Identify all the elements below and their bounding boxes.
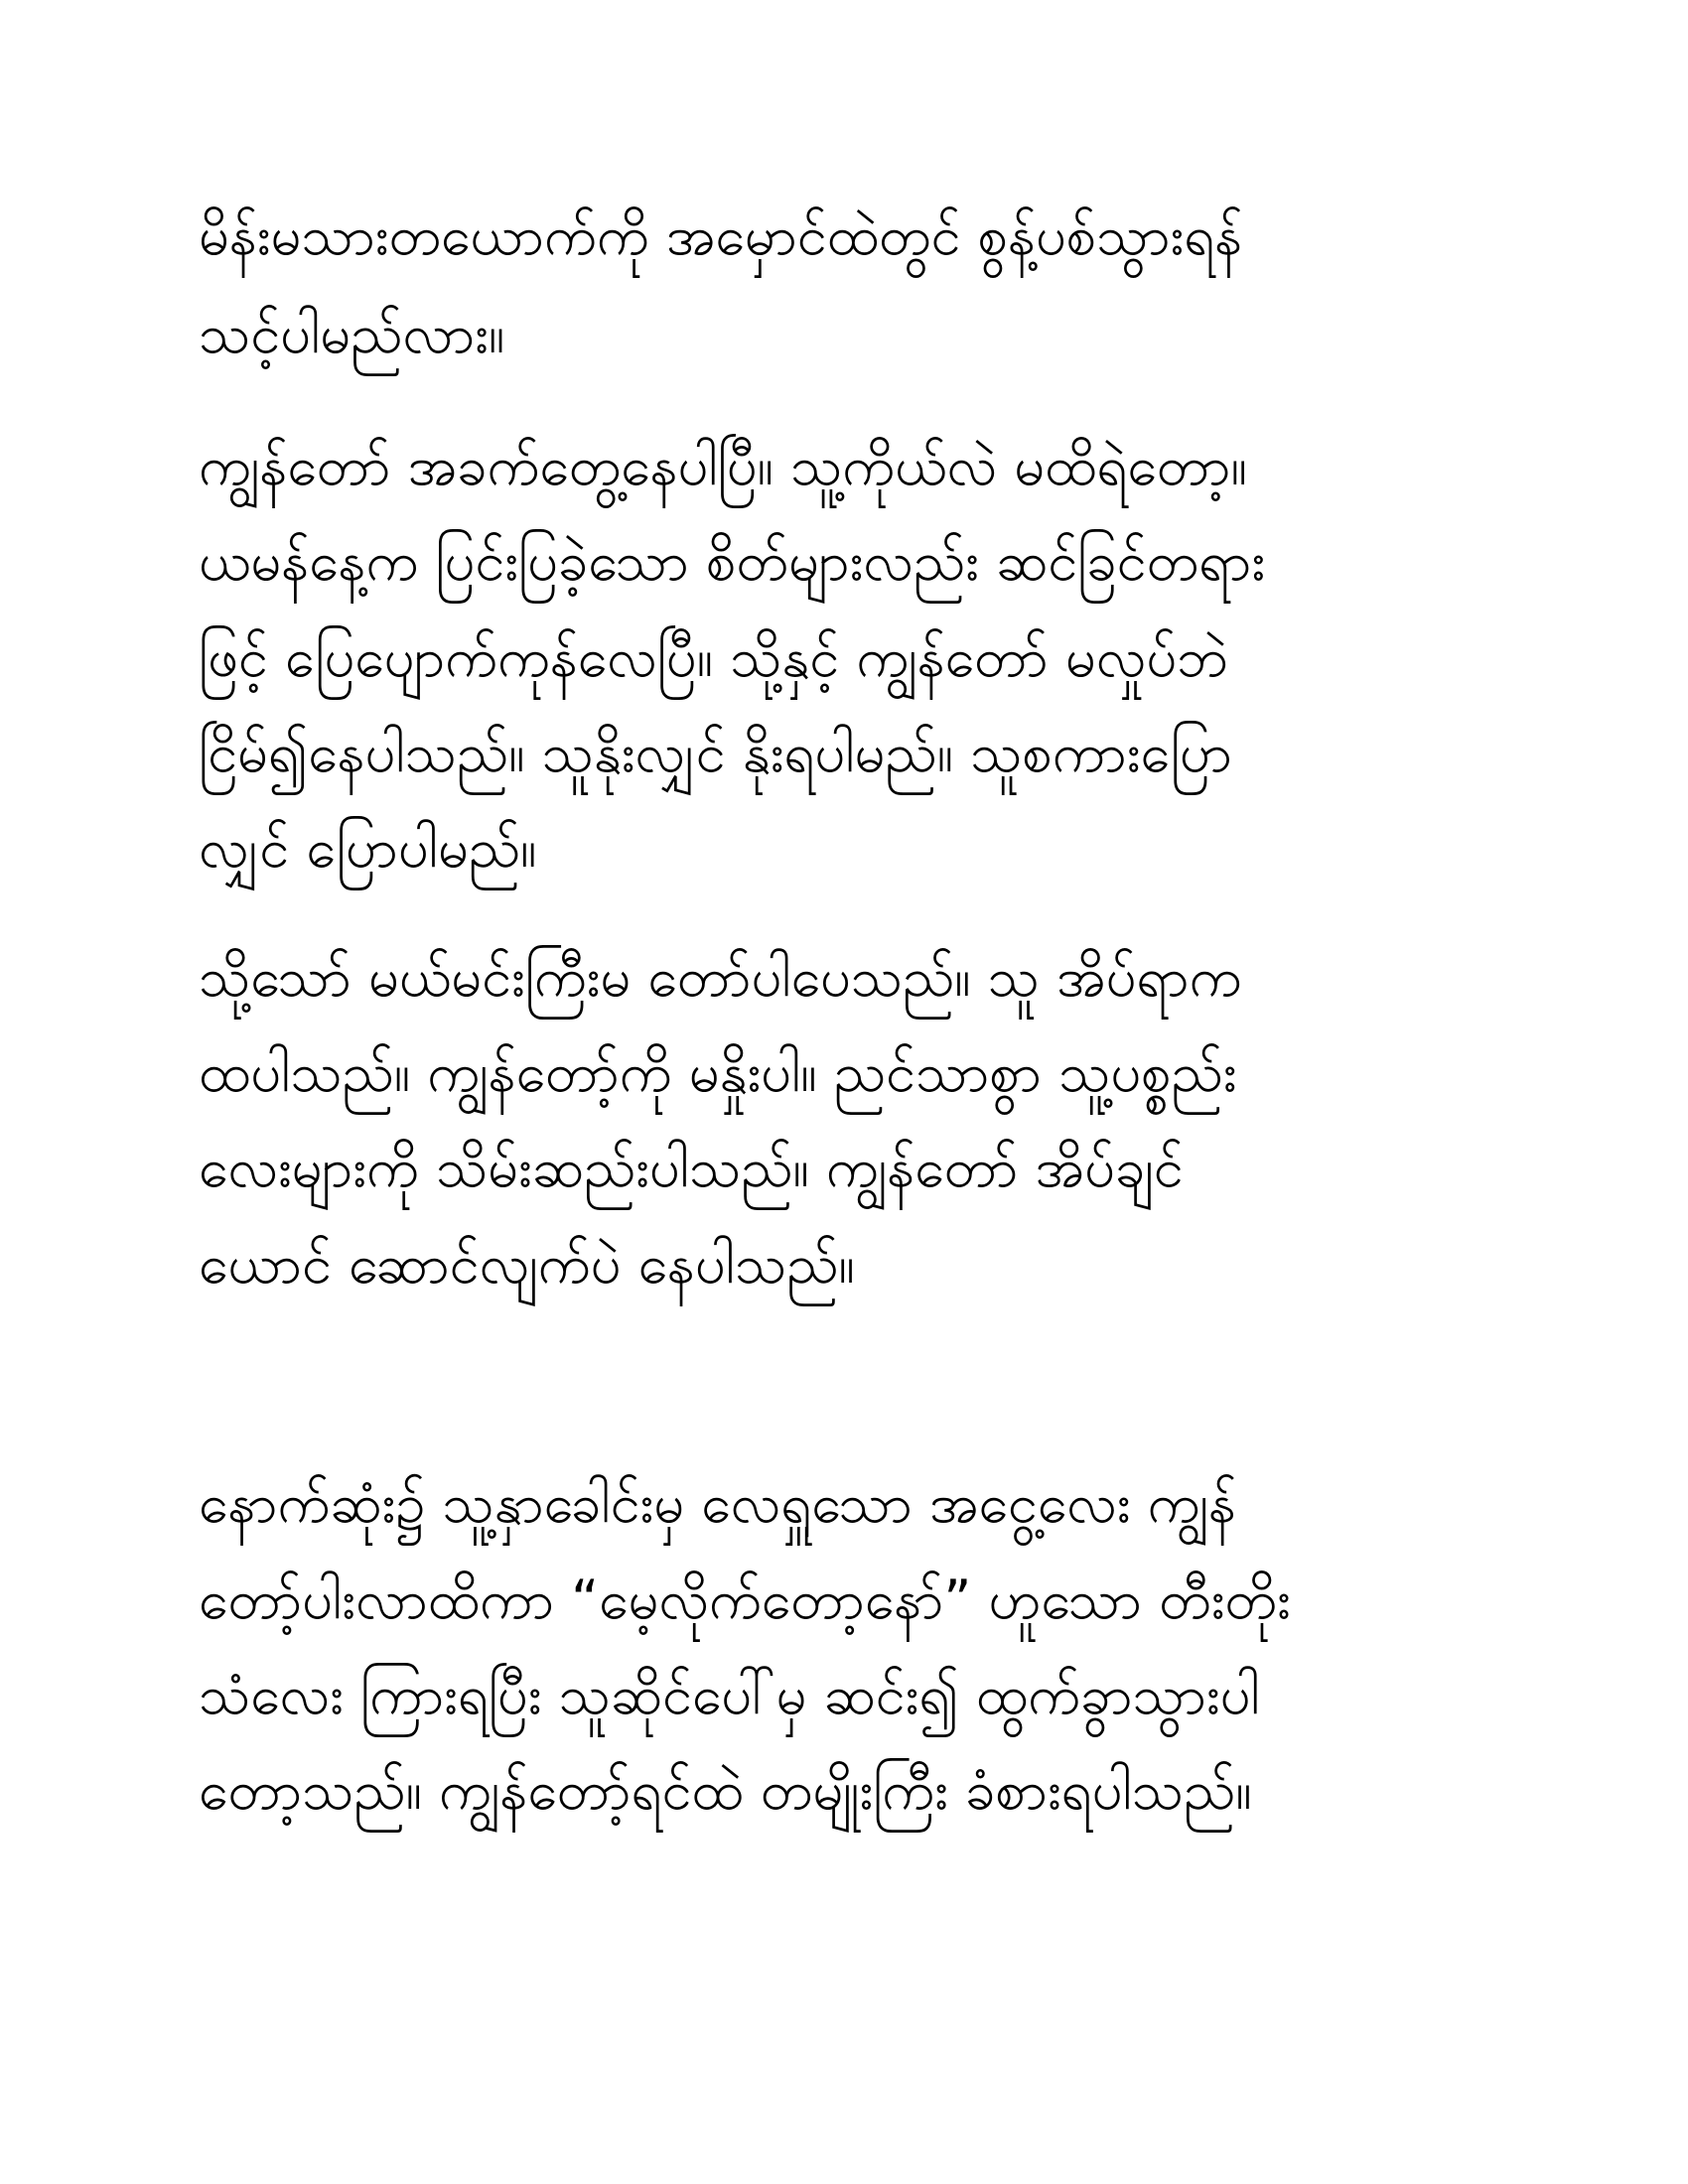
text-line: ဖြင့် ပြေပျောက်ကုန်လေပြီ။ သို့နှင့် ကျွန်တော် မလှုပ်ဘဲ <box>199 626 1229 689</box>
text-line: ငြိမ်၍နေပါသည်။ သူနိုးလျှင် နိုးရပါမည်။ သူစကားပြော <box>199 722 1232 784</box>
text-line: လေးများကို သိမ်းဆည်းပါသည်။ ကျွန်တော် အိပ်ချင် <box>199 1137 1184 1199</box>
text-line: ယမန်နေ့က ပြင်းပြခဲ့သော စိတ်များလည်း ဆင်ခြင်တရား <box>199 530 1266 593</box>
text-line: သို့သော် မယ်မင်းကြီးမ တော်ပါပေသည်။ သူ အိပ်ရာက <box>199 946 1242 1009</box>
text-line: လျှင် ပြောပါမည်။ <box>199 817 537 880</box>
text-line: ထပါသည်။ ကျွန်တော့်ကို မနှိုးပါ။ ညင်သာစွာ သူ့ပစ္စည်း <box>199 1041 1237 1104</box>
text-line: သင့်ပါမည်လား။ <box>199 303 505 365</box>
text-line: ယောင် ဆောင်လျက်ပဲ နေပါသည်။ <box>199 1233 855 1296</box>
text-line: တော့်ပါးလာထိကာ “မေ့လိုက်တော့နော်” ဟူသော တီးတိုး <box>199 1569 1291 1631</box>
text-line: ကျွန်တော် အခက်တွေ့နေပါပြီ။ သူ့ကိုယ်လဲ မထိရဲတော့။ <box>199 435 1247 497</box>
text-line: တော့သည်။ ကျွန်တော့်ရင်ထဲ တမျိုးကြီး ခံစားရပါသည်။ <box>199 1759 1252 1822</box>
text-line: နောက်ဆုံး၌ သူ့နှာခေါင်းမှ လေရှူသော အငွေ့လေး ကျွန် <box>199 1472 1236 1535</box>
text-line: သံလေး ကြားရပြီး သူဆိုင်ပေါ်မှ ဆင်း၍ ထွက်ခွာသွားပါ <box>199 1664 1260 1726</box>
text-line: မိန်းမသားတယောက်ကို အမှောင်ထဲတွင် စွန့်ပစ်သွားရန် <box>199 205 1243 267</box>
